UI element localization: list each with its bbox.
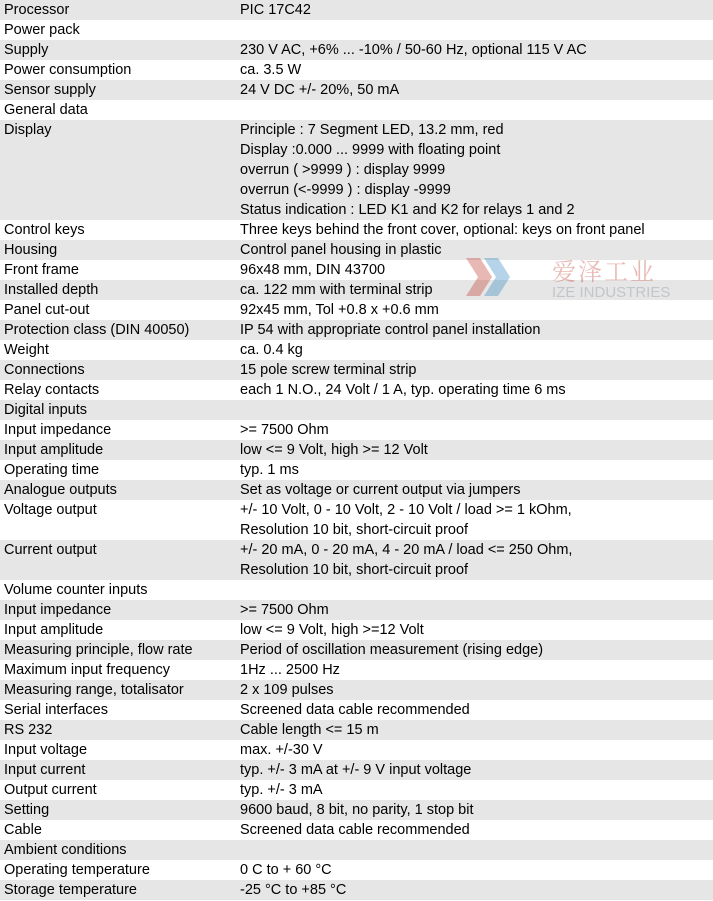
table-row bbox=[0, 820, 713, 840]
spec-value-line: typ. +/- 3 mA at +/- 9 V input voltage bbox=[240, 762, 472, 778]
spec-value bbox=[236, 400, 713, 420]
table-row bbox=[0, 740, 713, 760]
spec-value bbox=[236, 820, 713, 840]
spec-value bbox=[236, 740, 713, 760]
spec-label: Operating time bbox=[0, 460, 236, 480]
spec-label: RS 232 bbox=[0, 720, 236, 740]
spec-value-line: Principle : 7 Segment LED, 13.2 mm, red bbox=[240, 122, 504, 138]
spec-label: General data bbox=[0, 100, 236, 120]
spec-label: Input impedance bbox=[0, 600, 236, 620]
spec-label: Relay contacts bbox=[0, 380, 236, 400]
spec-value bbox=[236, 80, 713, 100]
spec-value bbox=[236, 460, 713, 480]
spec-value-line: Set as voltage or current output via jumpers bbox=[240, 482, 521, 498]
table-row bbox=[0, 220, 713, 240]
spec-value-line: 2 x 109 pulses bbox=[240, 682, 334, 698]
table-row bbox=[0, 600, 713, 620]
spec-value bbox=[236, 120, 713, 220]
spec-value-line: PIC 17C42 bbox=[240, 2, 311, 18]
spec-label: Panel cut-out bbox=[0, 300, 236, 320]
spec-value-line: max. +/-30 V bbox=[240, 742, 323, 758]
spec-value-line bbox=[240, 400, 713, 420]
table-row bbox=[0, 40, 713, 60]
spec-value-line: >= 7500 Ohm bbox=[240, 602, 329, 618]
spec-value bbox=[236, 20, 713, 40]
spec-value bbox=[236, 220, 713, 240]
watermark-chinese: 爱泽工业 bbox=[552, 259, 656, 286]
spec-label: Weight bbox=[0, 340, 236, 360]
spec-value-line: overrun ( >9999 ) : display 9999 bbox=[240, 162, 446, 178]
spec-value-line: ca. 122 mm with terminal strip bbox=[240, 282, 433, 298]
spec-value-line: low <= 9 Volt, high >= 12 Volt bbox=[240, 442, 428, 458]
spec-value-line bbox=[240, 20, 713, 40]
spec-value bbox=[236, 60, 713, 80]
spec-value-line: 1Hz ... 2500 Hz bbox=[240, 662, 340, 678]
table-row bbox=[0, 20, 713, 40]
spec-value-line bbox=[240, 100, 713, 120]
table-row bbox=[0, 580, 713, 600]
spec-value-line: overrun (<-9999 ) : display -9999 bbox=[240, 182, 451, 198]
table-row bbox=[0, 80, 713, 100]
spec-value-line: typ. +/- 3 mA bbox=[240, 782, 323, 798]
spec-label: Maximum input frequency bbox=[0, 660, 236, 680]
spec-label: Housing bbox=[0, 240, 236, 260]
spec-label: Digital inputs bbox=[0, 400, 236, 420]
table-row bbox=[0, 400, 713, 420]
spec-value bbox=[236, 480, 713, 500]
spec-value bbox=[236, 640, 713, 660]
spec-value bbox=[236, 720, 713, 740]
table-row bbox=[0, 120, 713, 220]
table-row bbox=[0, 420, 713, 440]
table-row bbox=[0, 840, 713, 860]
spec-label: Power consumption bbox=[0, 60, 236, 80]
table-row bbox=[0, 460, 713, 480]
spec-value bbox=[236, 320, 713, 340]
spec-value-line: +/- 20 mA, 0 - 20 mA, 4 - 20 mA / load <= 250 Ohm, bbox=[240, 542, 573, 558]
spec-value-line: 92x45 mm, Tol +0.8 x +0.6 mm bbox=[240, 302, 439, 318]
spec-value-line: Resolution 10 bit, short-circuit proof bbox=[240, 562, 469, 578]
spec-value-line: Screened data cable recommended bbox=[240, 822, 470, 838]
spec-label: Input current bbox=[0, 760, 236, 780]
spec-label: Voltage output bbox=[0, 500, 236, 540]
spec-value-line: low <= 9 Volt, high >=12 Volt bbox=[240, 622, 424, 638]
table-row bbox=[0, 340, 713, 360]
table-row bbox=[0, 640, 713, 660]
table-row bbox=[0, 500, 713, 540]
spec-label: Installed depth bbox=[0, 280, 236, 300]
spec-value bbox=[236, 600, 713, 620]
table-row bbox=[0, 660, 713, 680]
spec-label: Connections bbox=[0, 360, 236, 380]
spec-value bbox=[236, 840, 713, 860]
spec-value bbox=[236, 40, 713, 60]
table-row bbox=[0, 800, 713, 820]
table-row bbox=[0, 360, 713, 380]
spec-value-line bbox=[240, 580, 713, 600]
spec-value-line: Cable length <= 15 m bbox=[240, 722, 379, 738]
spec-value-line: each 1 N.O., 24 Volt / 1 A, typ. operating time 6 ms bbox=[240, 382, 566, 398]
spec-label: Measuring principle, flow rate bbox=[0, 640, 236, 660]
spec-value-line: 9600 baud, 8 bit, no parity, 1 stop bit bbox=[240, 802, 474, 818]
spec-label: Display bbox=[0, 120, 236, 220]
spec-label: Volume counter inputs bbox=[0, 580, 236, 600]
spec-value-line: Period of oscillation measurement (rising edge) bbox=[240, 642, 544, 658]
spec-value bbox=[236, 380, 713, 400]
spec-value-line: Three keys behind the front cover, optional: keys on front panel bbox=[240, 222, 645, 238]
spec-value bbox=[236, 340, 713, 360]
spec-label: Analogue outputs bbox=[0, 480, 236, 500]
spec-label: Setting bbox=[0, 800, 236, 820]
spec-value-line: -25 °C to +85 °C bbox=[240, 882, 347, 898]
spec-value-line: 24 V DC +/- 20%, 50 mA bbox=[240, 82, 400, 98]
spec-value bbox=[236, 100, 713, 120]
spec-value bbox=[236, 860, 713, 880]
table-row bbox=[0, 480, 713, 500]
spec-value bbox=[236, 540, 713, 580]
spec-label: Ambient conditions bbox=[0, 840, 236, 860]
spec-label: Input impedance bbox=[0, 420, 236, 440]
table-row bbox=[0, 320, 713, 340]
spec-value-line: Display :0.000 ... 9999 with floating point bbox=[240, 142, 501, 158]
spec-value bbox=[236, 660, 713, 680]
table-row bbox=[0, 700, 713, 720]
spec-value bbox=[236, 760, 713, 780]
spec-value-line: >= 7500 Ohm bbox=[240, 422, 329, 438]
spec-label: Input amplitude bbox=[0, 440, 236, 460]
spec-value bbox=[236, 580, 713, 600]
table-row bbox=[0, 620, 713, 640]
spec-value-line: Status indication : LED K1 and K2 for relays 1 and 2 bbox=[240, 202, 575, 218]
spec-value bbox=[236, 420, 713, 440]
table-row bbox=[0, 100, 713, 120]
spec-value-line: Control panel housing in plastic bbox=[240, 242, 442, 258]
spec-label: Measuring range, totalisator bbox=[0, 680, 236, 700]
table-row bbox=[0, 440, 713, 460]
spec-value-line: IP 54 with appropriate control panel installation bbox=[240, 322, 541, 338]
watermark bbox=[462, 250, 692, 306]
spec-value bbox=[236, 440, 713, 460]
spec-value bbox=[236, 800, 713, 820]
spec-label: Current output bbox=[0, 540, 236, 580]
spec-label: Serial interfaces bbox=[0, 700, 236, 720]
table-row bbox=[0, 760, 713, 780]
spec-value-line: 96x48 mm, DIN 43700 bbox=[240, 262, 386, 278]
table-row bbox=[0, 860, 713, 880]
spec-label: Operating temperature bbox=[0, 860, 236, 880]
spec-value-line: 0 C to + 60 °C bbox=[240, 862, 332, 878]
spec-value-line: 230 V AC, +6% ... -10% / 50-60 Hz, optional 115 V AC bbox=[240, 42, 587, 58]
spec-label: Supply bbox=[0, 40, 236, 60]
spec-label: Input amplitude bbox=[0, 620, 236, 640]
table-row bbox=[0, 0, 713, 20]
spec-label: Protection class (DIN 40050) bbox=[0, 320, 236, 340]
spec-label: Power pack bbox=[0, 20, 236, 40]
table-row bbox=[0, 880, 713, 900]
spec-value bbox=[236, 880, 713, 900]
spec-label: Storage temperature bbox=[0, 880, 236, 900]
spec-label: Control keys bbox=[0, 220, 236, 240]
spec-value-line: Screened data cable recommended bbox=[240, 702, 470, 718]
table-row bbox=[0, 680, 713, 700]
table-row bbox=[0, 380, 713, 400]
spec-label: Input voltage bbox=[0, 740, 236, 760]
spec-label: Processor bbox=[0, 0, 236, 20]
table-row bbox=[0, 60, 713, 80]
spec-value-line: ca. 3.5 W bbox=[240, 62, 302, 78]
spec-label: Output current bbox=[0, 780, 236, 800]
spec-value-line: Resolution 10 bit, short-circuit proof bbox=[240, 522, 469, 538]
spec-value bbox=[236, 360, 713, 380]
table-row bbox=[0, 540, 713, 580]
spec-label: Sensor supply bbox=[0, 80, 236, 100]
spec-value bbox=[236, 780, 713, 800]
spec-label: Front frame bbox=[0, 260, 236, 280]
spec-label: Cable bbox=[0, 820, 236, 840]
spec-value-line: 15 pole screw terminal strip bbox=[240, 362, 417, 378]
spec-value-line: +/- 10 Volt, 0 - 10 Volt, 2 - 10 Volt / load >= 1 kOhm, bbox=[240, 502, 572, 518]
spec-value bbox=[236, 700, 713, 720]
table-row bbox=[0, 720, 713, 740]
spec-value-line: ca. 0.4 kg bbox=[240, 342, 303, 358]
watermark-english: IZE INDUSTRIES bbox=[552, 284, 671, 301]
spec-value-line: typ. 1 ms bbox=[240, 462, 299, 478]
spec-value bbox=[236, 0, 713, 20]
table-row bbox=[0, 780, 713, 800]
spec-value bbox=[236, 620, 713, 640]
spec-value bbox=[236, 500, 713, 540]
spec-value bbox=[236, 680, 713, 700]
spec-value-line bbox=[240, 840, 713, 860]
ize-logo-icon bbox=[462, 254, 512, 300]
